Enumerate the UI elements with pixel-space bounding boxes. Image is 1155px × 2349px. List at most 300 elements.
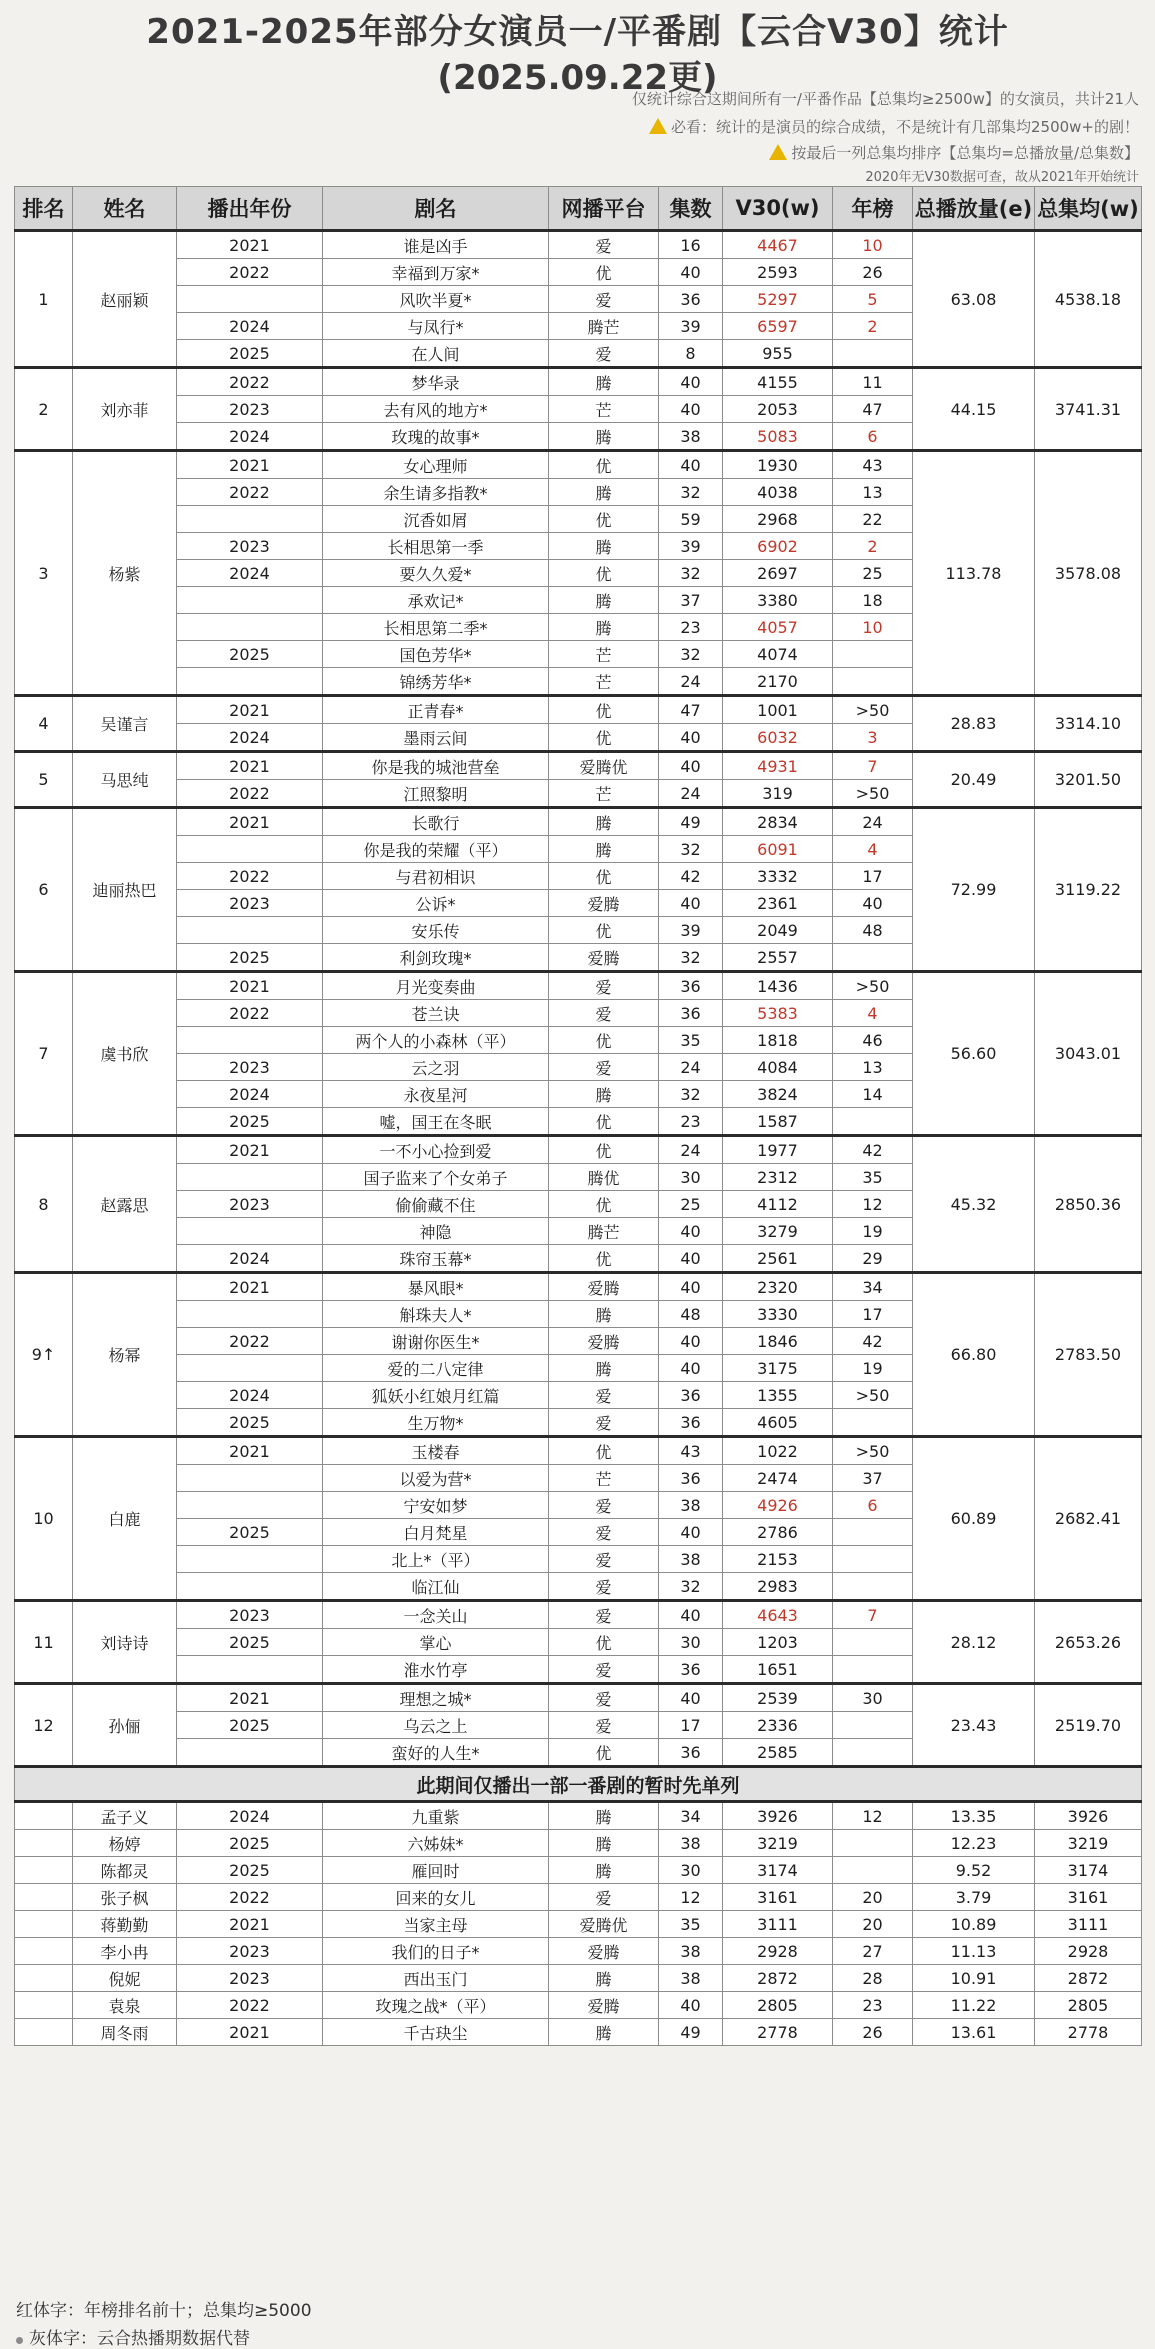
table-row xyxy=(15,1684,1142,1712)
v30-cell: 4643 xyxy=(723,1601,833,1629)
chart-rank-cell: >50 xyxy=(833,1382,913,1409)
actress-name-cell: 迪丽热巴 xyxy=(73,808,177,972)
drama-title-cell: 国色芳华* xyxy=(323,641,549,668)
actress-name-cell: 马思纯 xyxy=(73,752,177,808)
total-views-cell: 11.22 xyxy=(913,1992,1035,2019)
year-cell: 2024 xyxy=(177,313,323,340)
year-cell: 2025 xyxy=(177,1629,323,1656)
episodes-cell: 40 xyxy=(659,259,723,286)
drama-title-cell: 珠帘玉幕* xyxy=(323,1245,549,1273)
drama-title-cell: 永夜星河 xyxy=(323,1081,549,1108)
v30-cell: 1001 xyxy=(723,696,833,724)
platform-cell: 爱 xyxy=(549,231,659,259)
v30-cell: 3332 xyxy=(723,863,833,890)
actress-name-cell: 虞书欣 xyxy=(73,972,177,1136)
drama-title-cell: 九重紫 xyxy=(323,1802,549,1830)
year-cell: 2022 xyxy=(177,368,323,396)
platform-cell: 腾 xyxy=(549,1830,659,1857)
drama-title-cell: 一不小心捡到爱 xyxy=(323,1136,549,1164)
year-cell xyxy=(177,1656,323,1684)
year-cell: 2023 xyxy=(177,1054,323,1081)
episodes-cell: 40 xyxy=(659,752,723,780)
chart-rank-cell: 12 xyxy=(833,1191,913,1218)
chart-rank-cell xyxy=(833,1546,913,1573)
platform-cell: 优 xyxy=(549,560,659,587)
drama-title-cell: 长相思第二季* xyxy=(323,614,549,641)
rank-cell: 12 xyxy=(15,1684,73,1767)
drama-title-cell: 一念关山 xyxy=(323,1601,549,1629)
year-cell: 2021 xyxy=(177,231,323,259)
platform-cell: 腾 xyxy=(549,614,659,641)
rank-cell: 11 xyxy=(15,1601,73,1684)
chart-rank-cell: >50 xyxy=(833,972,913,1000)
year-cell: 2025 xyxy=(177,641,323,668)
table-row xyxy=(15,1273,1142,1301)
v30-cell: 6091 xyxy=(723,836,833,863)
platform-cell: 腾 xyxy=(549,1301,659,1328)
platform-cell: 爱 xyxy=(549,1054,659,1081)
platform-cell: 腾 xyxy=(549,2019,659,2046)
note-3 xyxy=(769,142,1139,163)
footer-line-2 xyxy=(16,2324,250,2349)
v30-cell: 2968 xyxy=(723,506,833,533)
year-cell xyxy=(177,286,323,313)
episodes-cell: 47 xyxy=(659,696,723,724)
drama-title-cell: 神隐 xyxy=(323,1218,549,1245)
episodes-cell: 25 xyxy=(659,1191,723,1218)
v30-cell: 1022 xyxy=(723,1437,833,1465)
total-views-cell: 72.99 xyxy=(913,808,1035,972)
v30-cell: 1203 xyxy=(723,1629,833,1656)
actress-name-cell: 杨紫 xyxy=(73,451,177,696)
chart-rank-cell: 2 xyxy=(833,313,913,340)
rank-cell: 10 xyxy=(15,1437,73,1601)
actress-name-cell: 张子枫 xyxy=(73,1884,177,1911)
v30-cell: 1355 xyxy=(723,1382,833,1409)
year-cell: 2023 xyxy=(177,890,323,917)
year-cell: 2021 xyxy=(177,1136,323,1164)
drama-title-cell: 谢谢你医生* xyxy=(323,1328,549,1355)
total-views-cell: 28.83 xyxy=(913,696,1035,752)
platform-cell: 爱 xyxy=(549,1409,659,1437)
total-views-cell: 12.23 xyxy=(913,1830,1035,1857)
episodes-cell: 23 xyxy=(659,614,723,641)
drama-title-cell: 沉香如屑 xyxy=(323,506,549,533)
rank-cell: 9↑ xyxy=(15,1273,73,1437)
episodes-cell: 40 xyxy=(659,1273,723,1301)
platform-cell: 腾 xyxy=(549,533,659,560)
chart-rank-cell: 24 xyxy=(833,808,913,836)
v30-cell: 1930 xyxy=(723,451,833,479)
episode-average-cell: 3201.50 xyxy=(1035,752,1142,808)
drama-title-cell: 淮水竹亭 xyxy=(323,1656,549,1684)
chart-rank-cell: 26 xyxy=(833,2019,913,2046)
chart-rank-cell: 48 xyxy=(833,917,913,944)
actress-name-cell: 孙俪 xyxy=(73,1684,177,1767)
platform-cell: 腾芒 xyxy=(549,313,659,340)
chart-rank-cell xyxy=(833,641,913,668)
episodes-cell: 49 xyxy=(659,2019,723,2046)
platform-cell: 优 xyxy=(549,1108,659,1136)
platform-cell: 优 xyxy=(549,724,659,752)
drama-title-cell: 月光变奏曲 xyxy=(323,972,549,1000)
year-cell: 2025 xyxy=(177,944,323,972)
episodes-cell: 35 xyxy=(659,1027,723,1054)
v30-cell: 4605 xyxy=(723,1409,833,1437)
v30-cell: 1977 xyxy=(723,1136,833,1164)
episodes-cell: 40 xyxy=(659,1245,723,1273)
year-cell xyxy=(177,1301,323,1328)
v30-cell: 1846 xyxy=(723,1328,833,1355)
drama-title-cell: 我们的日子* xyxy=(323,1938,549,1965)
year-cell: 2024 xyxy=(177,423,323,451)
drama-title-cell: 六姊妹* xyxy=(323,1830,549,1857)
episodes-cell: 30 xyxy=(659,1629,723,1656)
episodes-cell: 38 xyxy=(659,1492,723,1519)
platform-cell: 芒 xyxy=(549,1465,659,1492)
v30-cell: 3219 xyxy=(723,1830,833,1857)
platform-cell: 优 xyxy=(549,863,659,890)
chart-rank-cell xyxy=(833,1573,913,1601)
episodes-cell: 32 xyxy=(659,1081,723,1108)
actress-name-cell: 孟子义 xyxy=(73,1802,177,1830)
total-views-cell: 13.35 xyxy=(913,1802,1035,1830)
year-cell xyxy=(177,836,323,863)
chart-rank-cell: 11 xyxy=(833,368,913,396)
episodes-cell: 32 xyxy=(659,836,723,863)
drama-title-cell: 风吹半夏* xyxy=(323,286,549,313)
actress-name-cell: 陈都灵 xyxy=(73,1857,177,1884)
year-cell xyxy=(177,1465,323,1492)
total-views-cell: 45.32 xyxy=(913,1136,1035,1273)
platform-cell: 优 xyxy=(549,1027,659,1054)
year-cell: 2021 xyxy=(177,1273,323,1301)
table-row xyxy=(15,1911,1142,1938)
drama-title-cell: 利剑玫瑰* xyxy=(323,944,549,972)
year-cell: 2022 xyxy=(177,479,323,506)
note-2-text: 必看：统计的是演员的综合成绩，不是统计有几部集均2500w+的剧！ xyxy=(670,118,1139,136)
drama-title-cell: 与君初相识 xyxy=(323,863,549,890)
chart-rank-cell: 14 xyxy=(833,1081,913,1108)
drama-title-cell: 宁安如梦 xyxy=(323,1492,549,1519)
drama-title-cell: 锦绣芳华* xyxy=(323,668,549,696)
note-3-text: 按最后一列总集均排序【总集均=总播放量/总集数】 xyxy=(791,144,1139,162)
rank-cell: 7 xyxy=(15,972,73,1136)
chart-rank-cell xyxy=(833,1739,913,1767)
episodes-cell: 16 xyxy=(659,231,723,259)
chart-rank-cell: 13 xyxy=(833,479,913,506)
episode-average-cell: 3174 xyxy=(1035,1857,1142,1884)
episodes-cell: 34 xyxy=(659,1802,723,1830)
drama-title-cell: 承欢记* xyxy=(323,587,549,614)
episodes-cell: 38 xyxy=(659,423,723,451)
episode-average-cell: 2778 xyxy=(1035,2019,1142,2046)
platform-cell: 腾 xyxy=(549,587,659,614)
platform-cell: 爱 xyxy=(549,1546,659,1573)
v30-cell: 2361 xyxy=(723,890,833,917)
table-row xyxy=(15,1857,1142,1884)
v30-cell: 3175 xyxy=(723,1355,833,1382)
chart-rank-cell: 17 xyxy=(833,863,913,890)
total-views-cell: 10.89 xyxy=(913,1911,1035,1938)
platform-cell: 爱 xyxy=(549,1000,659,1027)
total-views-cell: 66.80 xyxy=(913,1273,1035,1437)
header-cell: 网播平台 xyxy=(549,187,659,231)
chart-rank-cell xyxy=(833,1108,913,1136)
chart-rank-cell xyxy=(833,1629,913,1656)
table-row xyxy=(15,972,1142,1000)
rank-cell: 3 xyxy=(15,451,73,696)
year-cell: 2024 xyxy=(177,1081,323,1108)
v30-cell: 2778 xyxy=(723,2019,833,2046)
v30-cell: 4057 xyxy=(723,614,833,641)
episodes-cell: 36 xyxy=(659,1000,723,1027)
header-cell: 总播放量(e) xyxy=(913,187,1035,231)
year-cell: 2024 xyxy=(177,724,323,752)
platform-cell: 爱 xyxy=(549,1684,659,1712)
drama-title-cell: 蛮好的人生* xyxy=(323,1739,549,1767)
table-row xyxy=(15,1802,1142,1830)
episode-average-cell: 3578.08 xyxy=(1035,451,1142,696)
platform-cell: 爱 xyxy=(549,286,659,313)
platform-cell: 优 xyxy=(549,451,659,479)
platform-cell: 腾 xyxy=(549,479,659,506)
year-cell: 2023 xyxy=(177,1938,323,1965)
platform-cell: 爱腾 xyxy=(549,890,659,917)
drama-title-cell: 理想之城* xyxy=(323,1684,549,1712)
chart-rank-cell xyxy=(833,1519,913,1546)
episodes-cell: 59 xyxy=(659,506,723,533)
chart-rank-cell: 25 xyxy=(833,560,913,587)
drama-title-cell: 梦华录 xyxy=(323,368,549,396)
chart-rank-cell: 47 xyxy=(833,396,913,423)
actress-name-cell: 蒋勤勤 xyxy=(73,1911,177,1938)
header-cell: 年榜 xyxy=(833,187,913,231)
episodes-cell: 37 xyxy=(659,587,723,614)
drama-title-cell: 墨雨云间 xyxy=(323,724,549,752)
rank-cell: 4 xyxy=(15,696,73,752)
episode-average-cell: 3161 xyxy=(1035,1884,1142,1911)
episode-average-cell: 2783.50 xyxy=(1035,1273,1142,1437)
year-cell xyxy=(177,1739,323,1767)
drama-title-cell: 女心理师 xyxy=(323,451,549,479)
year-cell: 2021 xyxy=(177,2019,323,2046)
drama-title-cell: 江照黎明 xyxy=(323,780,549,808)
chart-rank-cell xyxy=(833,1712,913,1739)
drama-title-cell: 在人间 xyxy=(323,340,549,368)
page-title: 2021-2025年部分女演员一/平番剧【云合V30】统计 xyxy=(146,12,1009,52)
episodes-cell: 40 xyxy=(659,1218,723,1245)
platform-cell: 芒 xyxy=(549,641,659,668)
episodes-cell: 43 xyxy=(659,1437,723,1465)
drama-title-cell: 北上*（平） xyxy=(323,1546,549,1573)
total-views-cell: 44.15 xyxy=(913,368,1035,451)
episodes-cell: 36 xyxy=(659,286,723,313)
v30-cell: 2557 xyxy=(723,944,833,972)
episodes-cell: 36 xyxy=(659,1409,723,1437)
episodes-cell: 40 xyxy=(659,724,723,752)
platform-cell: 腾 xyxy=(549,1802,659,1830)
actress-name-cell: 白鹿 xyxy=(73,1437,177,1601)
bullet-icon xyxy=(16,2337,23,2344)
note-1: 仅统计综合这期间所有一/平番作品【总集均≥2500w】的女演员，共计21人 xyxy=(631,90,1139,108)
v30-cell: 4467 xyxy=(723,231,833,259)
drama-title-cell: 幸福到万家* xyxy=(323,259,549,286)
v30-cell: 3279 xyxy=(723,1218,833,1245)
v30-cell: 2593 xyxy=(723,259,833,286)
table-row xyxy=(15,1601,1142,1629)
chart-rank-cell xyxy=(833,1857,913,1884)
v30-cell: 3111 xyxy=(723,1911,833,1938)
chart-rank-cell: 2 xyxy=(833,533,913,560)
year-cell: 2021 xyxy=(177,972,323,1000)
v30-cell: 319 xyxy=(723,780,833,808)
platform-cell: 爱 xyxy=(549,1492,659,1519)
drama-title-cell: 安乐传 xyxy=(323,917,549,944)
drama-title-cell: 长相思第一季 xyxy=(323,533,549,560)
chart-rank-cell: 17 xyxy=(833,1301,913,1328)
section-body xyxy=(15,1767,1142,1802)
total-views-cell: 10.91 xyxy=(913,1965,1035,1992)
year-cell: 2021 xyxy=(177,696,323,724)
year-cell: 2021 xyxy=(177,752,323,780)
episodes-cell: 40 xyxy=(659,1328,723,1355)
v30-cell: 3926 xyxy=(723,1802,833,1830)
year-cell: 2023 xyxy=(177,396,323,423)
year-cell: 2022 xyxy=(177,1884,323,1911)
episodes-cell: 30 xyxy=(659,1164,723,1191)
v30-cell: 5083 xyxy=(723,423,833,451)
platform-cell: 优 xyxy=(549,1136,659,1164)
episodes-cell: 32 xyxy=(659,1573,723,1601)
chart-rank-cell: >50 xyxy=(833,696,913,724)
drama-title-cell: 玉楼春 xyxy=(323,1437,549,1465)
episodes-cell: 40 xyxy=(659,1355,723,1382)
year-cell: 2025 xyxy=(177,1712,323,1739)
chart-rank-cell: 19 xyxy=(833,1218,913,1245)
chart-rank-cell: 27 xyxy=(833,1938,913,1965)
rank-cell xyxy=(15,1884,73,1911)
platform-cell: 腾 xyxy=(549,836,659,863)
total-views-cell: 11.13 xyxy=(913,1938,1035,1965)
chart-rank-cell xyxy=(833,1830,913,1857)
drama-title-cell: 玫瑰之战*（平） xyxy=(323,1992,549,2019)
v30-cell: 2053 xyxy=(723,396,833,423)
episodes-cell: 35 xyxy=(659,1911,723,1938)
v30-cell: 5297 xyxy=(723,286,833,313)
table-row xyxy=(15,368,1142,396)
episodes-cell: 12 xyxy=(659,1884,723,1911)
v30-cell: 2312 xyxy=(723,1164,833,1191)
drama-title-cell: 白月梵星 xyxy=(323,1519,549,1546)
episodes-cell: 40 xyxy=(659,368,723,396)
chart-rank-cell: 42 xyxy=(833,1328,913,1355)
v30-cell: 2474 xyxy=(723,1465,833,1492)
year-cell: 2025 xyxy=(177,1409,323,1437)
year-cell xyxy=(177,506,323,533)
episode-average-cell: 3043.01 xyxy=(1035,972,1142,1136)
actress-name-cell: 刘亦菲 xyxy=(73,368,177,451)
year-cell: 2022 xyxy=(177,1328,323,1355)
drama-title-cell: 乌云之上 xyxy=(323,1712,549,1739)
episodes-cell: 36 xyxy=(659,1382,723,1409)
actress-name-cell: 袁泉 xyxy=(73,1992,177,2019)
actress-name-cell: 周冬雨 xyxy=(73,2019,177,2046)
chart-rank-cell: 34 xyxy=(833,1273,913,1301)
v30-cell: 4112 xyxy=(723,1191,833,1218)
section-row xyxy=(15,1767,1142,1802)
chart-rank-cell: 7 xyxy=(833,752,913,780)
v30-cell: 3161 xyxy=(723,1884,833,1911)
platform-cell: 芒 xyxy=(549,668,659,696)
header-cell: V30(w) xyxy=(723,187,833,231)
episode-average-cell: 2653.26 xyxy=(1035,1601,1142,1684)
platform-cell: 腾优 xyxy=(549,1164,659,1191)
drama-title-cell: 掌心 xyxy=(323,1629,549,1656)
episodes-cell: 40 xyxy=(659,1519,723,1546)
episode-average-cell: 2805 xyxy=(1035,1992,1142,2019)
drama-title-cell: 西出玉门 xyxy=(323,1965,549,1992)
chart-rank-cell: >50 xyxy=(833,780,913,808)
drama-title-cell: 要久久爱* xyxy=(323,560,549,587)
episodes-cell: 32 xyxy=(659,479,723,506)
table-row xyxy=(15,808,1142,836)
drama-title-cell: 国子监来了个女弟子 xyxy=(323,1164,549,1191)
episodes-cell: 40 xyxy=(659,1601,723,1629)
year-cell: 2021 xyxy=(177,1684,323,1712)
platform-cell: 腾 xyxy=(549,423,659,451)
warning-icon xyxy=(769,144,787,160)
episodes-cell: 36 xyxy=(659,972,723,1000)
v30-cell: 2320 xyxy=(723,1273,833,1301)
episodes-cell: 24 xyxy=(659,1054,723,1081)
year-cell xyxy=(177,1218,323,1245)
stats-table xyxy=(14,186,1142,2046)
platform-cell: 优 xyxy=(549,1739,659,1767)
episodes-cell: 39 xyxy=(659,313,723,340)
total-views-cell: 9.52 xyxy=(913,1857,1035,1884)
episodes-cell: 38 xyxy=(659,1965,723,1992)
drama-title-cell: 长歌行 xyxy=(323,808,549,836)
year-cell: 2022 xyxy=(177,259,323,286)
episode-average-cell: 3926 xyxy=(1035,1802,1142,1830)
platform-cell: 腾 xyxy=(549,1965,659,1992)
episode-average-cell: 3219 xyxy=(1035,1830,1142,1857)
v30-cell: 2585 xyxy=(723,1739,833,1767)
ranked-body xyxy=(15,231,1142,1767)
chart-rank-cell: 40 xyxy=(833,890,913,917)
note-4: 2020年无V30数据可查，故从2021年开始统计 xyxy=(865,170,1139,185)
drama-title-cell: 玫瑰的故事* xyxy=(323,423,549,451)
page-subtitle: (2025.09.22更) xyxy=(437,58,718,98)
platform-cell: 爱腾 xyxy=(549,1992,659,2019)
episodes-cell: 24 xyxy=(659,668,723,696)
total-views-cell: 3.79 xyxy=(913,1884,1035,1911)
episodes-cell: 42 xyxy=(659,863,723,890)
rank-cell xyxy=(15,1857,73,1884)
episodes-cell: 32 xyxy=(659,560,723,587)
year-cell xyxy=(177,614,323,641)
episodes-cell: 38 xyxy=(659,1546,723,1573)
platform-cell: 腾 xyxy=(549,1355,659,1382)
episodes-cell: 36 xyxy=(659,1739,723,1767)
platform-cell: 优 xyxy=(549,259,659,286)
chart-rank-cell xyxy=(833,668,913,696)
table-row xyxy=(15,1965,1142,1992)
platform-cell: 优 xyxy=(549,696,659,724)
episodes-cell: 38 xyxy=(659,1938,723,1965)
drama-title-cell: 余生请多指教* xyxy=(323,479,549,506)
